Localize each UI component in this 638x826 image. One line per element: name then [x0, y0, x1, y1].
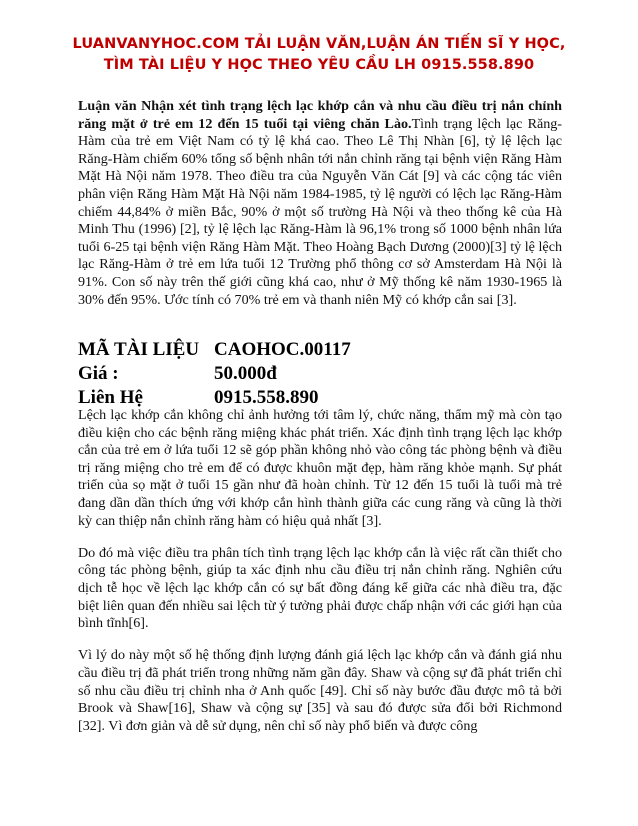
body-paragraph: Lệch lạc khớp cắn không chỉ ảnh hưởng tới tâm lý, chức năng, thẩm mỹ mà còn tạo điều kiện cho các bệnh răng miệng khác phát triển. Xác định tình trạng lệch lạc khớp cắn của trẻ em ở lứa tuổi 12 sẽ góp phần không nhỏ vào công tác phòng bệnh và điều trị răng miệng cho trẻ em để có được khuôn mặt đẹp, hàm răng khỏe mạnh. Sự phát triển của sọ mặt ở tuổi 15 gần như đã hoàn chỉnh. Từ 12 đến 15 tuổi là tuổi mà trẻ đang dần dần thích ứng với khớp cắn hình thành giữa các cung răng và cũng là thời kỳ can thiệp nắn chỉnh răng hàm có hiệu quả nhất [3].	[78, 407, 562, 529]
meta-code-row	[78, 338, 562, 362]
intro-paragraph	[78, 98, 562, 309]
body-section	[78, 407, 562, 750]
meta-code-label: MÃ TÀI LIỆU	[78, 339, 200, 360]
meta-contact-label: Liên Hệ	[78, 387, 143, 408]
intro-lead-title: Luận văn Nhận xét tình trạng lệch lạc khớp cắn và nhu cầu điều trị nắn chỉnh răng mặt ở trẻ em 12 đến 15 tuổi tại viêng chăn Lào.	[78, 98, 562, 132]
body-paragraph: Do đó mà việc điều tra phân tích tình trạng lệch lạc khớp cắn là việc rất cần thiết cho công tác phòng bệnh, giúp ta xác định nhu cầu điều trị nắn chỉnh răng. Nghiên cứu dịch tễ học về lệch lạc khớp cắn có sự bất đồng đáng kể giữa các nhà điều tra, đặc biệt liên quan đến nhiều sai lệch từ ý tưởng phải được chấp nhận với các giới hạn của bình tĩnh[6].	[78, 544, 562, 632]
header-line-1: LUANVANYHOC.COM TẢI LUẬN VĂN,LUẬN ÁN TIẾN SĨ Y HỌC,	[72, 36, 566, 52]
intro-text: Tình trạng lệch lạc Răng-Hàm của trẻ em Việt Nam có tỷ lệ khá cao. Theo Lê Thị Nhàn [6], tỷ lệ lệch lạc Răng-Hàm chiếm 60% tổng số bệnh nhân tới nắn chỉnh răng tại bệnh viện Răng Hàm Mặt Hà Nội năm 1978. Theo điều tra của Nguyễn Văn Cát [9] và các cộng tác viên phân viện Răng Hàm Mặt Hà Nội năm 1984-1985, tỷ lệ người có lệch lạc Răng-Hàm chiếm 44,84% ở miền Bắc, 90% ở một số trường Hà Nội và theo thống kê của Hà Minh Thu (1996) [2], tỷ lệ lệch lạc Răng-Hàm là 96,1% trong số 1000 bệnh nhân lứa tuổi 6-25 tại bệnh viện Răng Hàm Mặt. Theo Hoàng Bạch Dương (2000)[3] tỷ lệ lệch lạc Răng-Hàm ở trẻ em lứa tuổi 12 Trường phổ thông cơ sở Amsterdam Hà Nội là 91%. Con số này trên thế giới cũng khá cao, như ở Mỹ thống kê năm 1930-1965 là 30% đến 95%. Ước tính có 70% trẻ em và thanh niên Mỹ có khớp cắn sai [3].	[78, 115, 563, 308]
document-meta	[78, 338, 562, 410]
meta-price-label: Giá :	[78, 363, 119, 384]
page-header	[40, 34, 598, 76]
meta-price-row	[78, 362, 562, 386]
body-paragraph: Vì lý do này một số hệ thống định lượng đánh giá lệch lạc khớp cắn và đánh giá nhu cầu điều trị đã phát triển trong những năm gần đây. Shaw và cộng sự đã phát triển chỉ số nhu cầu điều trị chỉnh nha ở Anh quốc [49]. Chỉ số này bước đầu được mô tả bởi Brook và Shaw[16], Shaw và cộng sự [35] và sau đó được sửa đổi bởi Richmond [32]. Vì đơn giản và dễ sử dụng, nên chỉ số này phổ biến và được công	[78, 647, 562, 734]
intro-section	[78, 98, 562, 323]
meta-contact-value: 0915.558.890	[214, 387, 319, 408]
meta-price-value: 50.000đ	[214, 363, 277, 384]
header-line-2: TÌM TÀI LIỆU Y HỌC THEO YÊU CẦU LH 0915.558.890	[103, 57, 535, 73]
meta-code-value: CAOHOC.00117	[214, 339, 351, 360]
